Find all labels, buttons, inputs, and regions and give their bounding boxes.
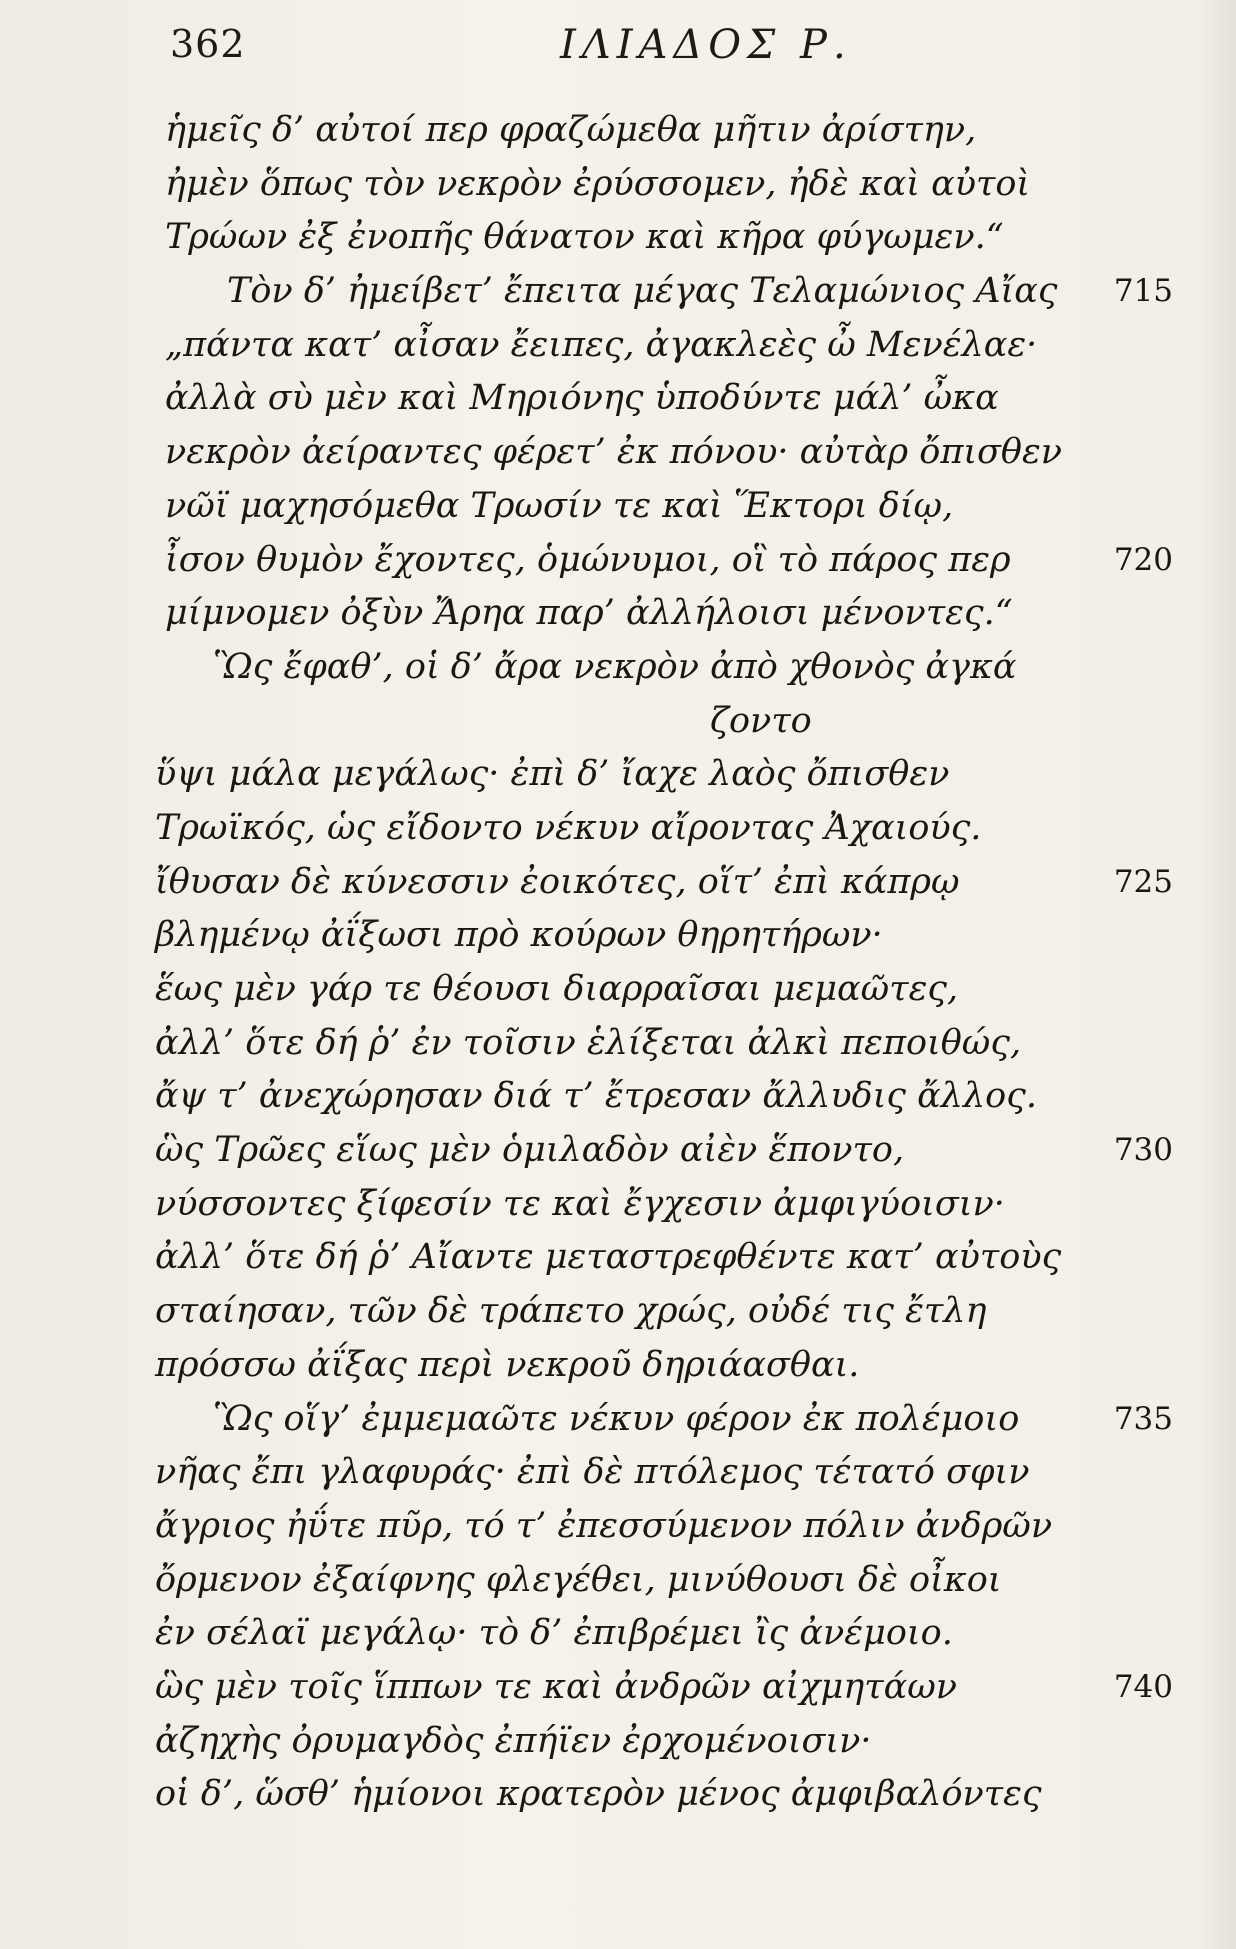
verse-text: „πάντα κατ’ αἶσαν ἔειπες, ἀγακλεὲς ὦ Μενέλαε· <box>165 324 1038 365</box>
page-header <box>170 22 860 72</box>
verse-line <box>155 1554 1205 1608</box>
verse-text: νῶϊ μαχησόμεθα Τρωσίν τε καὶ Ἕκτορι δίῳ, <box>165 485 954 526</box>
verse-line <box>155 1124 1205 1178</box>
verse-line <box>155 1607 1205 1661</box>
verse-text: Τρώων ἐξ ἐνοπῆς θάνατον καὶ κῆρα φύγωμεν.“ <box>165 217 1004 258</box>
verse-line <box>155 1285 1205 1339</box>
verse-line <box>155 1339 1205 1393</box>
verse-line <box>165 319 1205 373</box>
verse-text: μίμνομεν ὀξὺν Ἄρηα παρ’ ἀλλήλοισι μένοντες.“ <box>165 593 1013 634</box>
verse-line <box>155 1500 1205 1554</box>
line-number: 740 <box>1113 1668 1173 1705</box>
verse-text: ἐν σέλαϊ μεγάλῳ· τὸ δ’ ἐπιβρέμει ἲς ἀνέμοιο. <box>155 1613 953 1654</box>
verse-text: ἀλλ’ ὅτε δή ῥ’ ἐν τοῖσιν ἑλίξεται ἀλκὶ πεποιθώς, <box>155 1022 1022 1063</box>
verse-text: Τρωϊκός, ὡς εἴδοντο νέκυν αἴροντας Ἀχαιούς. <box>155 807 982 848</box>
verse-text: ἀλλ’ ὅτε δή ῥ’ Αἴαντε μεταστρεφθέντε κατ’ αὐτοὺς <box>155 1237 1062 1278</box>
page-number: 362 <box>170 22 246 66</box>
verse-text: ὕψι μάλα μεγάλως· ἐπὶ δ’ ἴαχε λαὸς ὄπισθεν <box>155 754 950 795</box>
verse-line <box>165 265 1205 319</box>
verse-line <box>165 1393 1205 1447</box>
verse-text: ἄγριος ἠΰτε πῦρ, τό τ’ ἐπεσσύμενον πόλιν ἀνδρῶν <box>155 1505 1053 1546</box>
verse-line <box>165 372 1205 426</box>
verse-line <box>165 158 1205 212</box>
verse-text: ζοντο <box>710 700 812 741</box>
verse-text: Τὸν δ’ ἠμείβετ’ ἔπειτα μέγας Τελαμώνιος Αἴας <box>227 271 1058 312</box>
verse-line <box>155 1231 1205 1285</box>
verse-line <box>155 802 1205 856</box>
verse-line <box>165 480 1205 534</box>
verse-line <box>165 104 1205 158</box>
verse-text: οἱ δ’, ὥσθ’ ἡμίονοι κρατερὸν μένος ἀμφιβαλόντες <box>155 1774 1042 1815</box>
verse-line <box>155 748 1205 802</box>
verse-line <box>165 534 1205 588</box>
line-number: 720 <box>1113 541 1173 578</box>
verse-text: ἴθυσαν δὲ κύνεσσιν ἐοικότες, οἵτ’ ἐπὶ κάπρῳ <box>155 861 960 902</box>
verse-text: ὣς μὲν τοῖς ἵππων τε καὶ ἀνδρῶν αἰχμητάων <box>155 1666 958 1707</box>
verse-line-continuation <box>165 695 1205 749</box>
verse-text: νῆας ἔπι γλαφυράς· ἐπὶ δὲ πτόλεμος τέτατό σφιν <box>155 1452 1030 1493</box>
verse-text: ἠμὲν ὅπως τὸν νεκρὸν ἐρύσσομεν, ἠδὲ καὶ αὐτοὶ <box>165 163 1031 204</box>
verse-text: ἕως μὲν γάρ τε θέουσι διαρραῖσαι μεμαῶτες, <box>155 969 959 1009</box>
verse-text: σταίησαν, τῶν δὲ τράπετο χρώς, οὐδέ τις ἔτλη <box>155 1291 987 1332</box>
verse-text: ἄψ τ’ ἀνεχώρησαν διά τ’ ἔτρεσαν ἄλλυδις ἄλλος. <box>155 1076 1037 1117</box>
verse-text: βλημένῳ ἀΐξωσι πρὸ κούρων θηρητήρων· <box>155 915 883 956</box>
verse-line <box>155 1017 1205 1071</box>
verse-line <box>165 641 1205 695</box>
verse-text: ἀλλὰ σὺ μὲν καὶ Μηριόνης ὑποδύντε μάλ’ ὦκα <box>165 378 999 419</box>
verse-text: ὄρμενον ἐξαίφνης φλεγέθει, μινύθουσι δὲ οἶκοι <box>155 1559 1002 1600</box>
line-number: 735 <box>1113 1400 1173 1437</box>
verse-line <box>155 1446 1205 1500</box>
running-title: ΙΛΙΑΔΟΣ Ρ. <box>560 22 852 68</box>
verse-block <box>155 104 1205 1822</box>
verse-line <box>155 1715 1205 1769</box>
verse-text: Ὣς οἵγ’ ἐμμεμαῶτε νέκυν φέρον ἐκ πολέμοιο <box>213 1398 1020 1439</box>
verse-text: νύσσοντες ξίφεσίν τε καὶ ἔγχεσιν ἀμφιγύοισιν· <box>155 1183 1005 1224</box>
verse-text: Ὣς ἔφαθ’, οἱ δ’ ἄρα νεκρὸν ἀπὸ χθονὸς ἀγκά <box>213 646 1017 687</box>
verse-line <box>155 856 1205 910</box>
verse-line <box>155 1661 1205 1715</box>
verse-line <box>155 963 1205 1017</box>
verse-text: ἶσον θυμὸν ἔχοντες, ὁμώνυμοι, οἳ τὸ πάρος περ <box>165 539 1011 580</box>
line-number: 725 <box>1113 863 1173 900</box>
verse-line <box>155 1768 1205 1822</box>
verse-line <box>155 909 1205 963</box>
line-number: 730 <box>1113 1132 1173 1169</box>
verse-line <box>165 211 1205 265</box>
verse-line <box>155 1070 1205 1124</box>
verse-text: ὣς Τρῶες εἵως μὲν ὁμιλαδὸν αἰὲν ἕποντο, <box>155 1130 905 1171</box>
verse-text: νεκρὸν ἀείραντες φέρετ’ ἐκ πόνου· αὐτὰρ ὄπισθεν <box>165 432 1063 473</box>
verse-line <box>165 426 1205 480</box>
verse-text: πρόσσω ἀΐξας περὶ νεκροῦ δηριάασθαι. <box>155 1344 860 1385</box>
verse-text: ἀζηχὴς ὀρυμαγδὸς ἐπήϊεν ἐρχομένοισιν· <box>155 1720 872 1761</box>
verse-line <box>165 587 1205 641</box>
verse-text: ἡμεῖς δ’ αὐτοί περ φραζώμεθα μῆτιν ἀρίστην, <box>165 110 977 150</box>
verse-line <box>155 1178 1205 1232</box>
line-number: 715 <box>1113 273 1173 310</box>
